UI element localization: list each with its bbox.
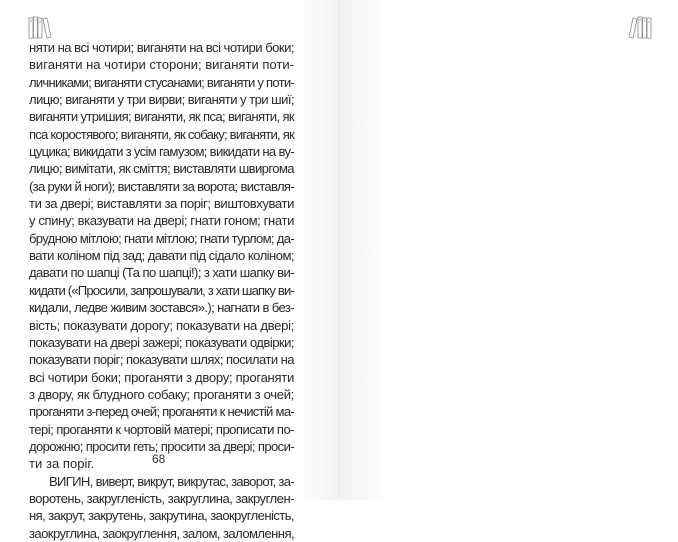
right-page [339,0,678,500]
text-line: давати по шапці (Та по шапці!); з хати шапку ви- [29,265,294,281]
text-line: ти за двері; виставляти за поріг; виштовхувати [29,196,294,212]
books-icon [28,15,54,39]
text-line: ВИГИН, виверт, викрут, викрутас, заворот, за- [49,473,294,489]
text-line: лицю; вимітати, як сміття; виставляти швиргома [29,161,294,177]
text-line: дорожню; просити геть; просити за двері; проси- [29,438,294,454]
text-line: воротень, закругленість, закруглина, закруглен- [29,490,294,506]
text-line: ня, закрут, закрутень, закрутина, заокругленість, [29,508,294,524]
left-page-text [29,39,294,542]
left-page [0,0,339,541]
text-line: няти на всі чотири; виганяти на всі чотири боки; [29,40,294,55]
text-line: кидати («Просили, запрошували, з хати шапку ви- [29,282,294,298]
text-line: виганяти утришия; виганяти, як пса; виганяти, як [29,109,294,125]
text-line: лицю; виганяти у три вирви; виганяти у три шиї; [29,92,294,108]
page-number: 68 [152,452,166,466]
text-line: всі чотири боки; проганяти з двору; проганяти [29,369,294,385]
text-line: цуцика; викидати з усім гамузом; викидати на ву- [29,144,294,160]
text-line: брудною мітлою; гнати мітлою; гнати турлом; да- [29,230,294,246]
text-line: виганяти на чотири сторони; виганяти поти- [29,57,294,73]
text-line: ти за поріг. [29,456,95,472]
text-line: (за руки й ноги); виставляти за ворота; виставля- [29,178,294,194]
text-line: у спину; вказувати на двері; гнати гоном; гнати [29,213,294,229]
books-icon [626,15,652,39]
text-line: заокруглина, заокруглення, залом, заломлення, [29,525,294,541]
text-line: показувати поріг; показувати шлях; посилати на [29,352,294,368]
text-line: вати коліном під зад; давати під сідало коліном; [29,248,294,264]
text-line: тері; проганяти к чортовій матері; прописати по- [29,421,294,437]
text-line: вість; показувати дорогу; показувати на двері; [29,317,294,333]
book-spine [336,0,342,500]
text-line: пса коростявого; виганяти, як собаку; виганяти, як [29,126,294,142]
text-line: показувати на двері зажері; показувати одвірки; [29,334,294,350]
text-line: з двору, як блудного собаку; проганяти з очей; [29,386,294,402]
text-line: личниками; виганяти стусанами; виганяти у поти- [29,74,294,90]
text-line: кидали, ледве живим зостався».); нагнати в без- [29,300,294,316]
text-line: проганяти з-перед очей; проганяти к нечистій ма- [29,404,294,420]
